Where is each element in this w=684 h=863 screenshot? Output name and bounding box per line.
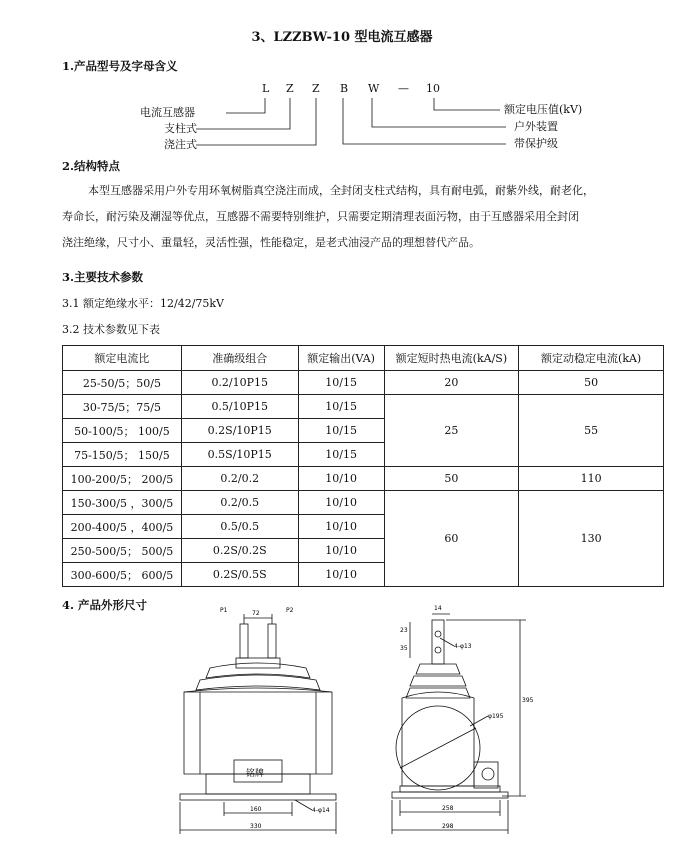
cell-accuracy: 0.5/0.5 xyxy=(181,515,298,539)
dim-p1: P1 xyxy=(220,607,228,614)
dim-298: 298 xyxy=(442,823,454,830)
model-letter: — xyxy=(398,82,409,95)
cell-accuracy: 0.2S/0.2S xyxy=(181,539,298,563)
cell-accuracy: 0.2S/0.5S xyxy=(181,563,298,587)
section2-heading: 2.结构特点 xyxy=(62,159,121,173)
cell-accuracy: 0.2/0.2 xyxy=(181,467,298,491)
nameplate-label: 铭牌 xyxy=(246,769,265,779)
cell-output: 10/10 xyxy=(298,491,384,515)
dim-35: 35 xyxy=(400,645,408,652)
header-dynamic: 额定动稳定电流(kA) xyxy=(519,346,664,371)
cell-ratio: 25-50/5；50/5 xyxy=(63,371,182,395)
header-ratio: 额定电流比 xyxy=(63,346,182,371)
label-support-type: 支柱式 xyxy=(164,122,197,135)
table-row xyxy=(63,467,664,491)
header-output: 额定输出(VA) xyxy=(298,346,384,371)
label-protection-class: 带保护级 xyxy=(514,137,558,150)
label-outdoor: 户外装置 xyxy=(514,120,558,133)
model-letter: B xyxy=(340,82,349,95)
side-view-drawing xyxy=(380,598,540,843)
cell-ratio: 150-300/5 ，300/5 xyxy=(63,491,182,515)
cell-thermal: 50 xyxy=(384,467,519,491)
cell-thermal: 20 xyxy=(384,371,519,395)
cell-accuracy: 0.2/0.5 xyxy=(181,491,298,515)
table-row xyxy=(63,371,664,395)
dim-258: 258 xyxy=(442,805,454,812)
cell-output: 10/15 xyxy=(298,371,384,395)
label-cast-type: 浇注式 xyxy=(164,138,197,151)
cell-accuracy: 0.2S/10P15 xyxy=(181,419,298,443)
table-caption: 3.2 技术参数见下表 xyxy=(62,323,160,336)
dim-330: 330 xyxy=(250,823,262,830)
section1-heading: 1.产品型号及字母含义 xyxy=(62,59,178,73)
cell-accuracy: 0.5S/10P15 xyxy=(181,443,298,467)
cell-dynamic: 130 xyxy=(519,491,664,587)
section2-line: 本型互感器采用户外专用环氧树脂真空浇注而成，全封闭支柱式结构，具有耐电弧，耐紫外线，耐老化， xyxy=(88,184,594,197)
cell-dynamic: 110 xyxy=(519,467,664,491)
cell-output: 10/15 xyxy=(298,443,384,467)
cell-accuracy: 0.5/10P15 xyxy=(181,395,298,419)
section3-heading: 3.主要技术参数 xyxy=(62,270,144,284)
cell-ratio: 50-100/5； 100/5 xyxy=(63,419,182,443)
dim-height: 395 xyxy=(522,697,534,704)
cell-thermal: 60 xyxy=(384,491,519,587)
cell-ratio: 30-75/5；75/5 xyxy=(63,395,182,419)
cell-output: 10/10 xyxy=(298,515,384,539)
dim-diameter: φ195 xyxy=(488,713,504,720)
cell-accuracy: 0.2/10P15 xyxy=(181,371,298,395)
dim-holes-side: 4-φ13 xyxy=(454,643,472,650)
cell-thermal: 25 xyxy=(384,395,519,467)
page-title: 3、LZZBW-10 型电流互感器 xyxy=(251,30,433,45)
dim-160: 160 xyxy=(250,806,262,813)
cell-ratio: 100-200/5； 200/5 xyxy=(63,467,182,491)
model-letter: W xyxy=(368,82,380,95)
table-header-row xyxy=(63,346,664,371)
section4-heading: 4. 产品外形尺寸 xyxy=(62,598,148,612)
table-row xyxy=(63,491,664,515)
model-letter: Z xyxy=(312,82,320,95)
cell-output: 10/10 xyxy=(298,467,384,491)
table-row xyxy=(63,395,664,419)
cell-output: 10/15 xyxy=(298,395,384,419)
cell-ratio: 200-400/5 ，400/5 xyxy=(63,515,182,539)
label-current-transformer: 电流互感器 xyxy=(140,106,195,119)
cell-output: 10/15 xyxy=(298,419,384,443)
label-rated-voltage: 额定电压值(kV) xyxy=(504,103,583,116)
header-accuracy: 准确级组合 xyxy=(181,346,298,371)
cell-ratio: 75-150/5； 150/5 xyxy=(63,443,182,467)
model-letter: L xyxy=(262,82,270,95)
insulation-level: 3.1 额定绝缘水平：12/42/75kV xyxy=(62,297,225,310)
section2-line: 浇注绝缘，尺寸小、重量轻，灵活性强，性能稳定，是老式油浸产品的理想替代产品。 xyxy=(62,236,480,249)
model-letter: Z xyxy=(286,82,294,95)
model-letter: 10 xyxy=(426,82,440,95)
dim-14: 14 xyxy=(434,605,442,612)
dim-holes: 4-φ14 xyxy=(312,807,330,814)
cell-dynamic: 50 xyxy=(519,371,664,395)
dim-p2: P2 xyxy=(286,607,294,614)
header-thermal: 额定短时热电流(kA/S) xyxy=(384,346,519,371)
dim-23: 23 xyxy=(400,627,408,634)
cell-dynamic: 55 xyxy=(519,395,664,467)
cell-output: 10/10 xyxy=(298,563,384,587)
section2-line: 寿命长，耐污染及潮湿等优点，互感器不需要特别维护，只需要定期清理表面污物，由于互感器采用全封闭 xyxy=(62,210,579,223)
spec-table xyxy=(62,345,664,587)
model-leader-lines xyxy=(0,0,684,160)
cell-output: 10/10 xyxy=(298,539,384,563)
cell-ratio: 250-500/5； 500/5 xyxy=(63,539,182,563)
front-view-drawing xyxy=(170,600,345,840)
dim-72: 72 xyxy=(252,610,260,617)
cell-ratio: 300-600/5； 600/5 xyxy=(63,563,182,587)
